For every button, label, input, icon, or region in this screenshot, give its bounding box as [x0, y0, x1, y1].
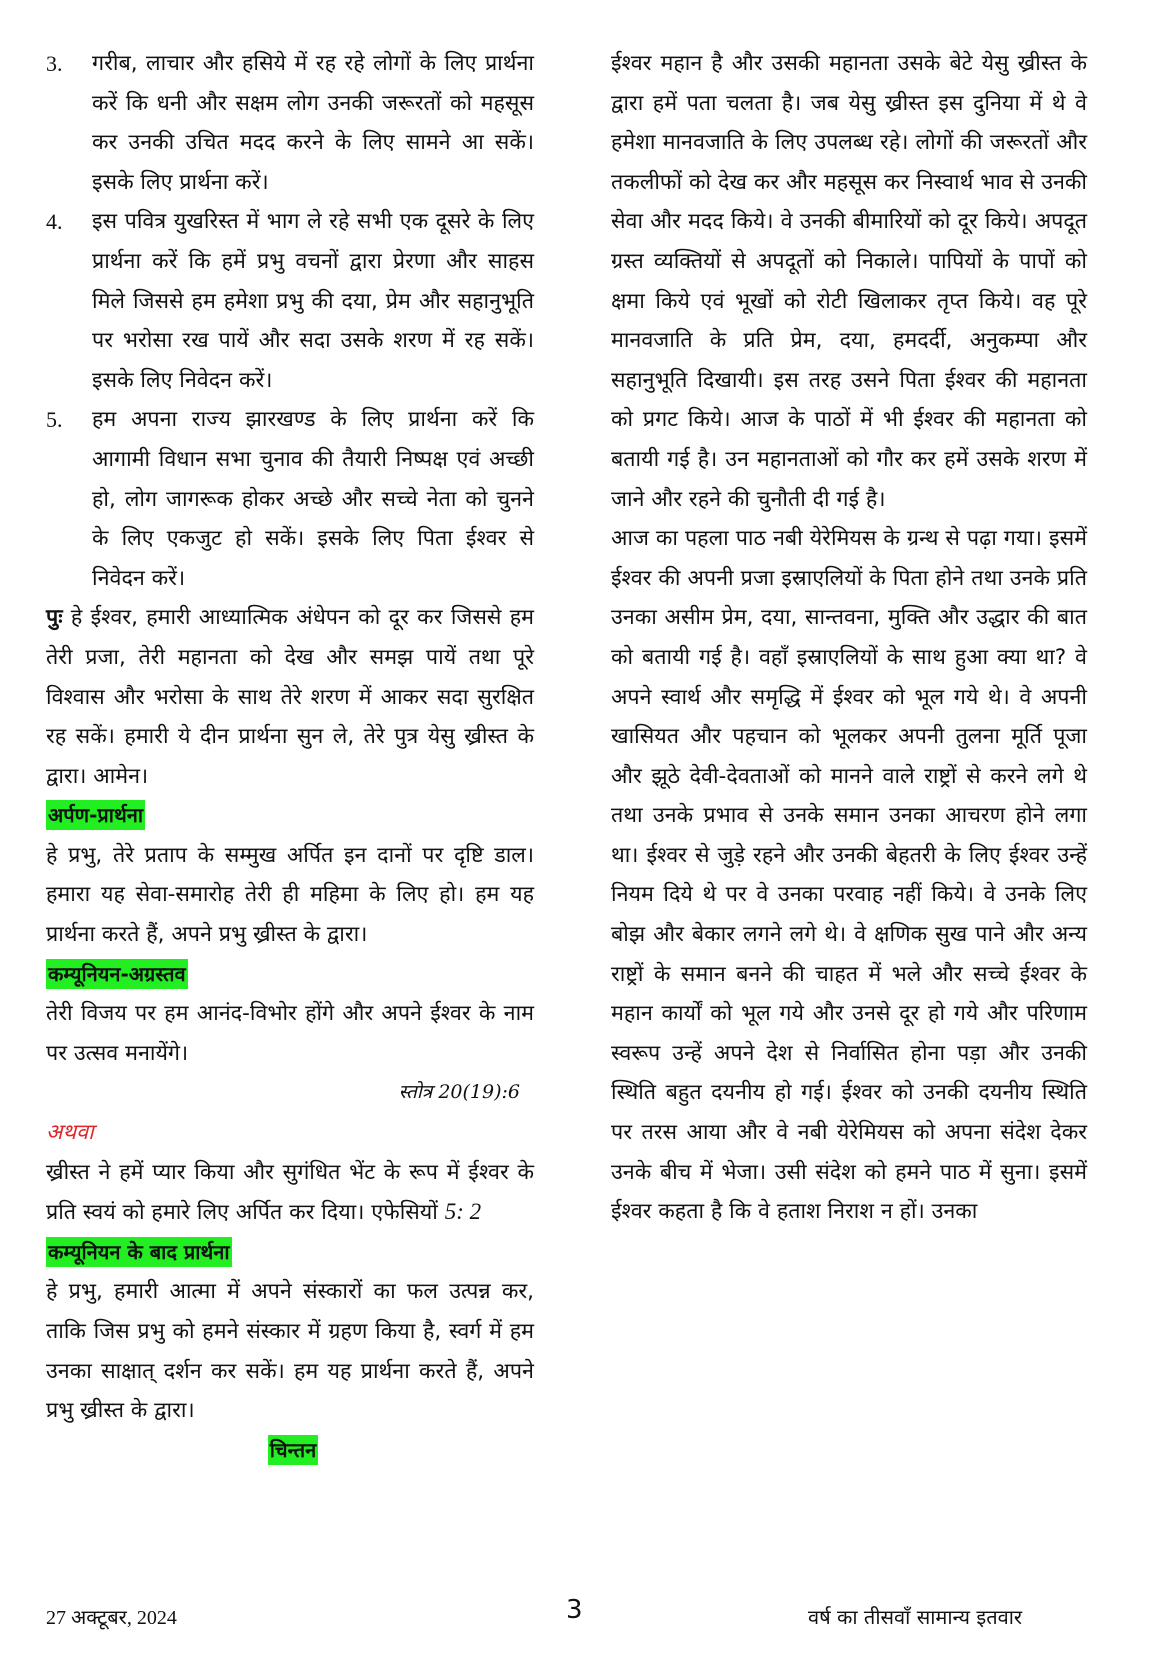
psalm-reference: स्तोत्र 20(19):6 — [398, 1081, 520, 1104]
communion-antiphon-heading: कम्यूनियन-अग्रस्तव — [46, 959, 188, 989]
page-number: 3 — [566, 1595, 583, 1625]
right-column — [611, 44, 1087, 1232]
priest-label: पुः — [46, 605, 63, 631]
footer-sunday-title: वर्ष का तीसवाँ सामान्य इतवार — [808, 1605, 1023, 1629]
intercession-item-3 — [46, 44, 534, 202]
intercession-text: हम अपना राज्य झारखण्ड के लिए प्रार्थना करें कि आगामी विधान सभा चुनाव की तैयारी निष्पक्ष एवं अच्छी हो, लोग जागरूक होकर अच्छे और सच्चे नेता को चुनने के लिए एकजुट हो सकें। इसके लिए पिता ईश्वर से निवेदन करें। — [92, 407, 534, 591]
reflection-heading: चिन्तन — [268, 1435, 319, 1465]
priest-prayer — [46, 598, 534, 796]
intercession-text: गरीब, लाचार और हसिये में रह रहे लोगों के लिए प्रार्थना करें कि धनी और सक्षम लोग उनकी जरूरतों को महसूस कर उनकी उचित मदद करने के लिए सामने आ सकें। इसके लिए प्रार्थना करें। — [92, 51, 534, 195]
priest-prayer-text: हे ईश्वर, हमारी आध्यात्मिक अंधेपन को दूर कर जिससे हम तेरी प्रजा, तेरी महानता को देख और समझ पायें तथा पूरे विश्वास और भरोसा के साथ तेरे शरण में आकर सदा सुरक्षित रह सकें। हमारी ये दीन प्रार्थना सुन ले, तेरे पुत्र येसु ख्रीस्त के द्वारा। आमेन। — [46, 605, 534, 789]
intercession-item-4 — [46, 202, 534, 400]
alternative-antiphon-body: ख्रीस्त ने हमें प्यार किया और सुगंधित भेंट के रूप में ईश्वर के प्रति स्वयं को हमारे लिए अर्पित कर दिया। — [46, 1159, 534, 1226]
intercession-item-5 — [46, 400, 534, 598]
offering-prayer-section — [46, 796, 534, 954]
reflection-heading-wrap — [46, 1431, 534, 1471]
intercession-number: 3. — [46, 51, 63, 76]
post-communion-section — [46, 1233, 534, 1431]
page-footer — [0, 1595, 1170, 1635]
reflection-paragraph-1: ईश्वर महान है और उसकी महानता उसके बेटे येसु ख्रीस्त के द्वारा हमें पता चलता है। जब येसु ख्रीस्त इस दुनिया में थे वे हमेशा मानवजाति के लिए उपलब्ध रहे। लोगों की जरूरतों और तकलीफों को देख कर और महसूस कर निस्वार्थ भाव से उनकी सेवा और मदद किये। वे उनकी बीमारियों को दूर किये। अपदूत ग्रस्त व्यक्तियों से अपदूतों को निकाले। पापियों के पापों को क्षमा किये एवं भूखों को रोटी खिलाकर तृप्त किये। वह पूरे मानवजाति के प्रति प्रेम, दया, हमदर्दी, अनुकम्पा और सहानुभूति दिखायी। इस तरह उसने पिता ईश्वर की महानता को प्रगट किये। आज के पाठों में भी ईश्वर की महानता को बतायी गई है। उन महानताओं को गौर कर हमें उसके शरण में जाने और रहने की चुनौती दी गई है। — [611, 51, 1088, 512]
post-communion-heading: कम्यूनियन के बाद प्रार्थना — [46, 1237, 232, 1267]
offering-prayer-heading: अर्पण-प्रार्थना — [46, 800, 145, 830]
intercession-number: 5. — [46, 407, 63, 433]
alternative-label: अथवा — [46, 1120, 94, 1146]
communion-antiphon-ref-line — [46, 1073, 534, 1113]
footer-date: 27 अक्टूबर, 2024 — [46, 1607, 177, 1629]
reflection-paragraph-2: आज का पहला पाठ नबी येरेमियस के ग्रन्थ से पढ़ा गया। इसमें ईश्वर की अपनी प्रजा इस्राएलियों के पिता होने तथा उनके प्रति उनका असीम प्रेम, दया, सान्तवना, मुक्ति और उद्धार की बात को बतायी गई है। वहाँ इस्राएलियों के साथ हुआ क्या था? वे अपने स्वार्थ और समृद्धि में ईश्वर को भूल गये थे। वे अपनी खासियत और पहचान को भूलकर अपनी तुलना मूर्ति पूजा और झूठे देवी-देवताओं को मानने वाले राष्ट्रों से करने लगे थे तथा उनके प्रभाव से उनके समान उनका आचरण होने लगा था। ईश्वर से जुड़े रहने और उनकी बेहतरी के लिए ईश्वर उन्हें नियम दिये थे पर वे उनका परवाह नहीं किये। वे उनके लिए बोझ और बेकार लगने लगे थे। वे क्षणिक सुख पाने और अन्य राष्ट्रों के समान बनने की चाहत में भले और सच्चे ईश्वर के महान कार्यों को भूल गये और उनसे दूर हो गये और परिणाम स्वरूप उन्हें अपने देश से निर्वासित होना पड़ा और उनकी स्थिति बहुत दयनीय हो गई। ईश्वर को उनकी दयनीय स्थिति पर तरस आया और वे नबी येरेमियस को अपना संदेश देकर उनके बीच में भेजा। उसी संदेश को हमने पाठ में सुना। इसमें ईश्वर कहता है कि वे हताश निराश न हों। उनका — [611, 526, 1087, 1225]
ephesians-book: एफेसियों — [371, 1200, 438, 1226]
post-communion-text: हे प्रभु, हमारी आत्मा में अपने संस्कारों का फल उत्पन्न कर, ताकि जिस प्रभु को हमने संस्कार में ग्रहण किया है, स्वर्ग में हम उनका साक्षात् दर्शन कर सकें। हम यह प्रार्थना करते हैं, अपने प्रभु ख्रीस्त के द्वारा। — [46, 1279, 534, 1424]
communion-antiphon-section — [46, 955, 534, 1233]
alternative-antiphon-text — [46, 1153, 534, 1233]
left-column — [46, 44, 534, 1470]
intercession-text: इस पवित्र युखरिस्त में भाग ले रहे सभी एक दूसरे के लिए प्रार्थना करें कि हमें प्रभु वचनों द्वारा प्रेरणा और साहस मिले जिससे हम हमेशा प्रभु की दया, प्रेम और सहानुभूति पर भरोसा रख पायें और सदा उसके शरण में रह सकें। इसके लिए निवेदन करें। — [92, 209, 534, 393]
offering-prayer-text: हे प्रभु, तेरे प्रताप के सम्मुख अर्पित इन दानों पर दृष्टि डाल। हमारा यह सेवा-समारोह तेरी ही महिमा के लिए हो। हम यह प्रार्थना करते हैं, अपने प्रभु ख्रीस्त के द्वारा। — [46, 842, 534, 948]
ephesians-verse: 5: 2 — [444, 1199, 482, 1225]
intercession-number: 4. — [46, 209, 63, 235]
communion-antiphon-text: तेरी विजय पर हम आनंद-विभोर होंगे और अपने ईश्वर के नाम पर उत्सव मनायेंगे। — [46, 1001, 534, 1066]
